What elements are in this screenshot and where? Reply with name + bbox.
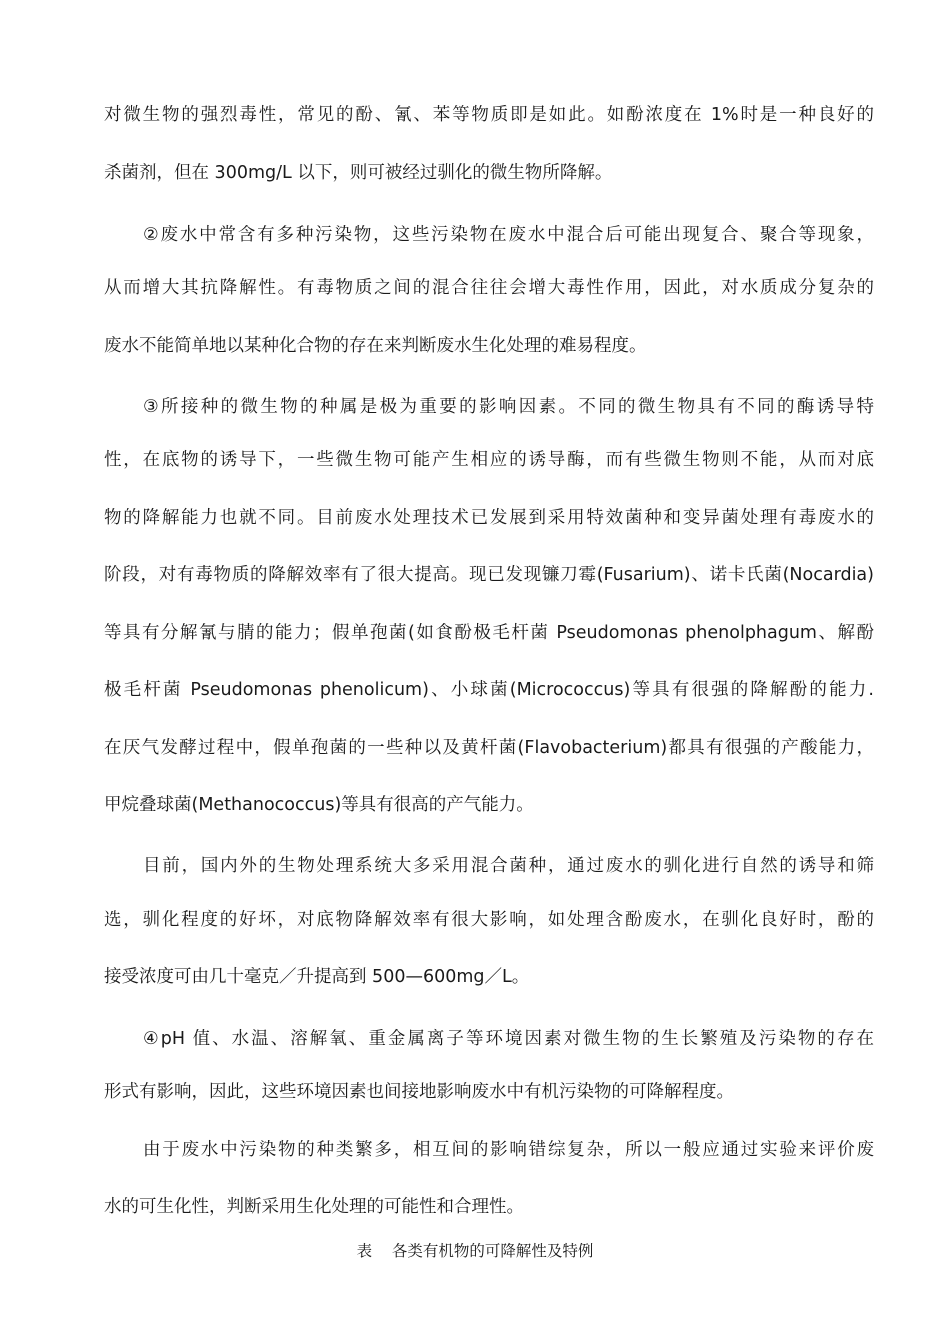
text-line-4: 从而增大其抗降解性。有毒物质之间的混合往往会增大毒性作用，因此，对水质成分复杂的 [104,278,874,298]
text-line-7: 性，在底物的诱导下，一些微生物可能产生相应的诱导酶，而有些微生物则不能，从而对底 [104,450,874,470]
text-line-1: 对微生物的强烈毒性，常见的酚、氰、苯等物质即是如此。如酚浓度在 1%时是一种良好的 [104,105,874,125]
text-line-17: ④pH 值、水温、溶解氧、重金属离子等环境因素对微生物的生长繁殖及污染物的存在 [143,1029,874,1049]
text-line-18: 形式有影响，因此，这些环境因素也间接地影响废水中有机污染物的可降解程度。 [104,1082,734,1102]
text-line-16: 接受浓度可由几十毫克／升提高到 500—600mg／L。 [104,967,530,987]
table-caption: 表 各类有机物的可降解性及特例 [356,1242,594,1260]
text-line-14: 目前，国内外的生物处理系统大多采用混合菌种，通过废水的驯化进行自然的诱导和筛 [143,856,874,876]
text-line-11: 极毛杆菌 Pseudomonas phenolicum)、小球菌(Micrococcus)等具有很强的降解酚的能力. [104,680,874,700]
text-line-5: 废水不能简单地以某种化合物的存在来判断废水生化处理的难易程度。 [104,336,647,356]
text-line-3: ②废水中常含有多种污染物，这些污染物在废水中混合后可能出现复合、聚合等现象， [143,225,874,245]
text-line-2: 杀菌剂，但在 300mg/L 以下，则可被经过驯化的微生物所降解。 [104,163,613,183]
text-line-10: 等具有分解氰与腈的能力；假单孢菌(如食酚极毛杆菌 Pseudomonas phenolphagum、解酚 [104,623,874,643]
text-line-8: 物的降解能力也就不同。目前废水处理技术已发展到采用特效菌种和变异菌处理有毒废水的 [104,508,874,528]
text-line-15: 选，驯化程度的好坏，对底物降解效率有很大影响，如处理含酚废水，在驯化良好时，酚的 [104,910,874,930]
text-line-12: 在厌气发酵过程中，假单孢菌的一些种以及黄杆菌(Flavobacterium)都具有很强的产酸能力， [104,738,874,758]
text-line-13: 甲烷叠球菌(Methanococcus)等具有很高的产气能力。 [104,795,534,815]
text-line-20: 水的可生化性，判断采用生化处理的可能性和合理性。 [104,1197,524,1217]
text-line-9: 阶段，对有毒物质的降解效率有了很大提高。现已发现镰刀霉(Fusarium)、诺卡氏菌(Nocardia) [104,565,874,585]
text-line-6: ③所接种的微生物的种属是极为重要的影响因素。不同的微生物具有不同的酶诱导特 [143,397,874,417]
text-line-19: 由于废水中污染物的种类繁多，相互间的影响错综复杂，所以一般应通过实验来评价废 [143,1140,874,1160]
